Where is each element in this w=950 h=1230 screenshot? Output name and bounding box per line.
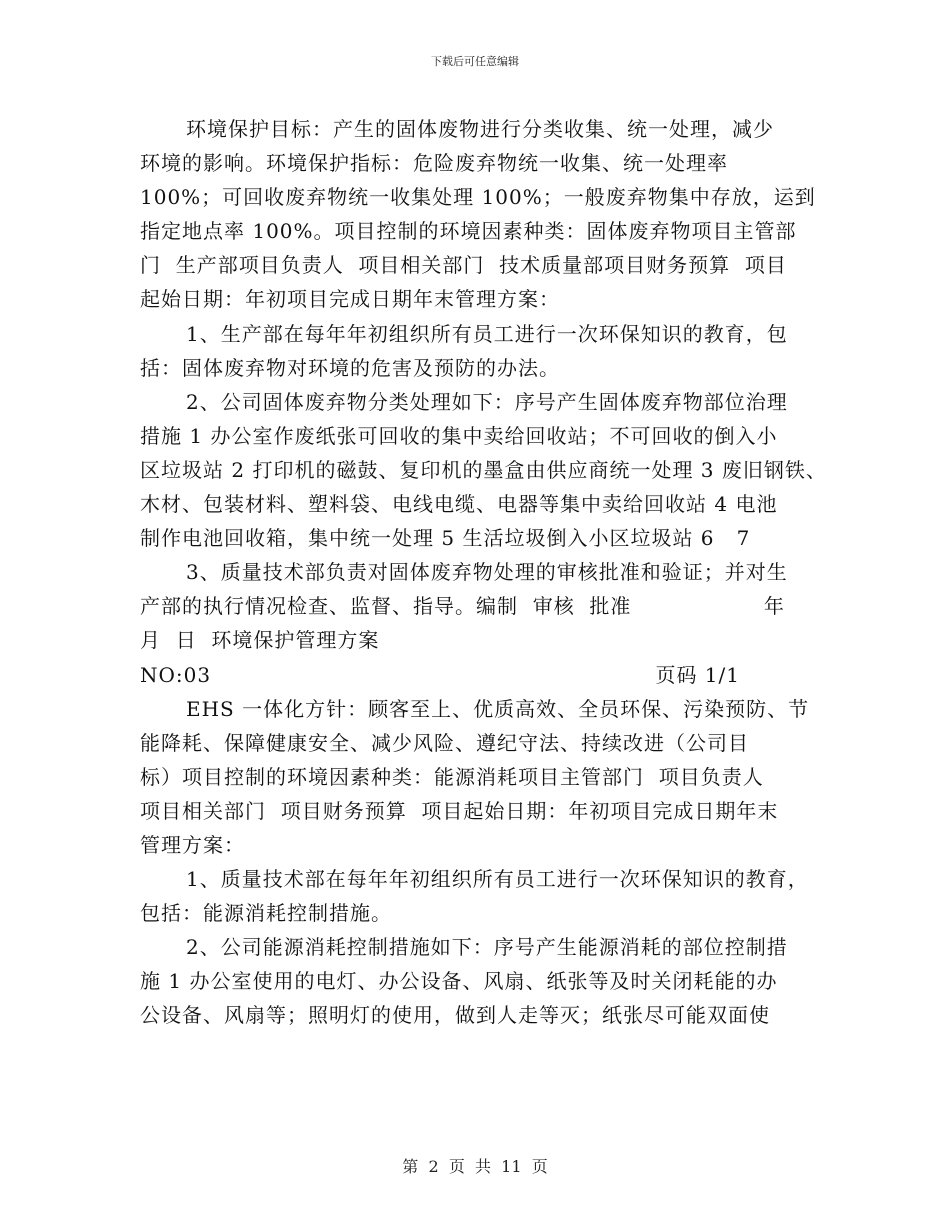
paragraph-line: 2、公司能源消耗控制措施如下：序号产生能源消耗的部位控制措	[186, 935, 788, 960]
paragraph-line: 木材、包装材料、塑料袋、电线电缆、电器等集中卖给回收站 4 电池	[140, 492, 778, 517]
paragraph-line: 包括：能源消耗控制措施。	[140, 901, 392, 926]
paragraph-line: 1、生产部在每年年初组织所有员工进行一次环保知识的教育，包	[186, 321, 788, 346]
paragraph-line: EHS 一体化方针：顾客至上、优质高效、全员环保、污染预防、节	[186, 696, 810, 721]
paragraph-line: 3、质量技术部负责对固体废弃物处理的审核批准和验证；并对生	[186, 560, 788, 585]
paragraph-line: 制作电池回收箱，集中统一处理 5 生活垃圾倒入小区垃圾站 6 7	[140, 526, 751, 551]
paragraph-line: 公设备、风扇等；照明灯的使用，做到人走等灭；纸张尽可能双面使	[140, 1003, 770, 1028]
page-footer: 第 2 页 共 11 页	[402, 1157, 548, 1176]
paragraph-line: 区垃圾站 2 打印机的磁鼓、复印机的墨盒由供应商统一处理 3 废旧钢铁、	[140, 457, 827, 482]
paragraph-line: 指定地点率 100%。项目控制的环境因素种类：固体废弃物项目主管部	[140, 219, 797, 244]
paragraph-line: 起始日期：年初项目完成日期年末管理方案：	[140, 287, 560, 312]
paragraph-line: 100%；可回收废弃物统一收集处理 100%；一般废弃物集中存放，运到	[140, 185, 816, 210]
document-body	[140, 112, 827, 1033]
paragraph-line: 环境的影响。环境保护指标：危险废弃物统一收集、统一处理率	[140, 151, 728, 176]
paragraph-line: 措施 1 办公室作废纸张可回收的集中卖给回收站；不可回收的倒入小	[140, 423, 778, 448]
paragraph-line: 2、公司固体废弃物分类处理如下：序号产生固体废弃物部位治理	[186, 389, 788, 414]
paragraph-line: 1、质量技术部在每年年初组织所有员工进行一次环保知识的教育，	[186, 867, 809, 892]
paragraph-line: 能降耗、保障健康安全、减少风险、遵纪守法、持续改进（公司目	[140, 730, 749, 755]
paragraph-line: 项目相关部门 项目财务预算 项目起始日期：年初项目完成日期年末	[140, 798, 779, 823]
paragraph-line: 产部的执行情况检查、监督、指导。编制 审核 批准 年	[140, 594, 785, 619]
paragraph-line: 括：固体废弃物对环境的危害及预防的办法。	[140, 355, 560, 380]
paragraph-line: 标）项目控制的环境因素种类：能源消耗项目主管部门 项目负责人	[140, 764, 764, 789]
paragraph-line: 月 日 环境保护管理方案	[140, 628, 380, 653]
paragraph-line: 管理方案：	[140, 832, 245, 857]
paragraph-line: 门 生产部项目负责人 项目相关部门 技术质量部项目财务预算 项目	[140, 253, 787, 278]
paragraph-line: 施 1 办公室使用的电灯、办公设备、风扇、纸张等及时关闭耗能的办	[140, 969, 778, 994]
doc-number-row	[140, 658, 740, 692]
paragraph-line: 环境保护目标：产生的固体废物进行分类收集、统一处理，减少	[186, 117, 774, 141]
doc-number: NO:03	[140, 662, 212, 687]
page-header-note: 下载后可任意编辑	[431, 55, 519, 68]
page-code: 页码 1/1	[655, 662, 740, 687]
